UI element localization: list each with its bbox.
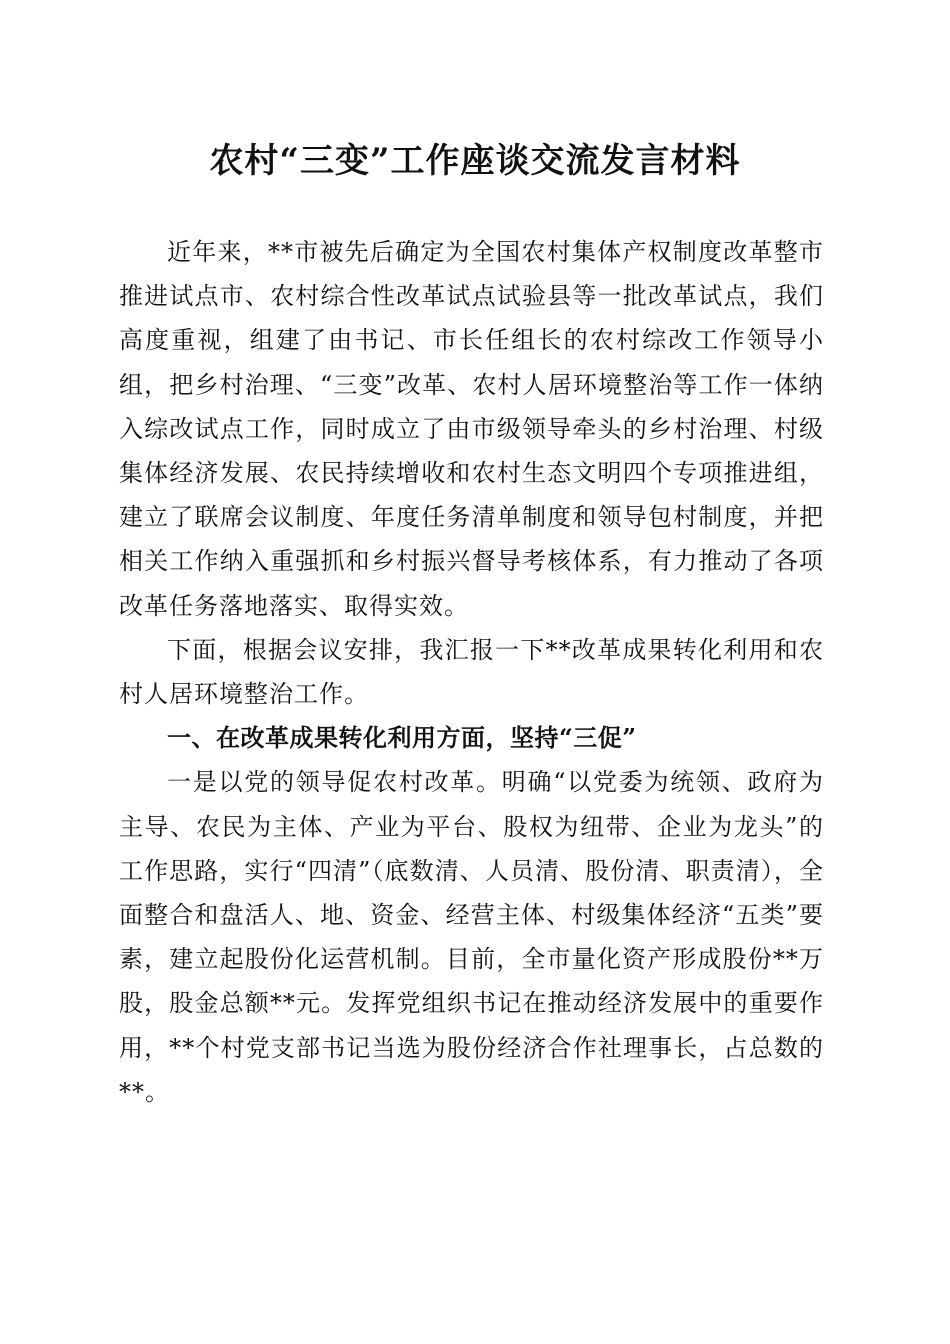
section-heading-1: 一、在改革成果转化利用方面，坚持“三促” <box>167 723 637 753</box>
document-body <box>119 230 824 1114</box>
section-1-paragraph-1: 一是以党的领导促农村改革。明确“以党委为统领、政府为主导、农民为主体、产业为平台、股权为纽带、企业为龙头”的工作思路，实行“四清”（底数清、人员清、股份清、职责清），全面整合和盘活人、地、资金、经营主体、村级集体经济“五类”要素，建立起股份化运营机制。目前，全市量化资产形成股份**万股，股金总额**元。发挥党组织书记在推动经济发展中的重要作用，**个村党支部书记当选为股份经济合作社理事长，占总数的**。 <box>119 768 824 1106</box>
document-title: 农村“三变”工作座谈交流发言材料 <box>209 141 741 181</box>
agenda-paragraph: 下面，根据会议安排，我汇报一下**改革成果转化利用和农村人居环境整治工作。 <box>119 635 824 709</box>
intro-paragraph: 近年来，**市被先后确定为全国农村集体产权制度改革整市推进试点市、农村综合性改革试点试验县等一批改革试点，我们高度重视，组建了由书记、市长任组长的农村综改工作领导小组，把乡村治理、“三变”改革、农村人居环境整治等工作一体纳入综改试点工作，同时成立了由市级领导牵头的乡村治理、村级集体经济发展、农民持续增收和农村生态文明四个专项推进组，建立了联席会议制度、年度任务清单制度和领导包村制度，并把相关工作纳入重强抓和乡村振兴督导考核体系，有力推动了各项改革任务落地落实、取得实效。 <box>119 238 824 620</box>
